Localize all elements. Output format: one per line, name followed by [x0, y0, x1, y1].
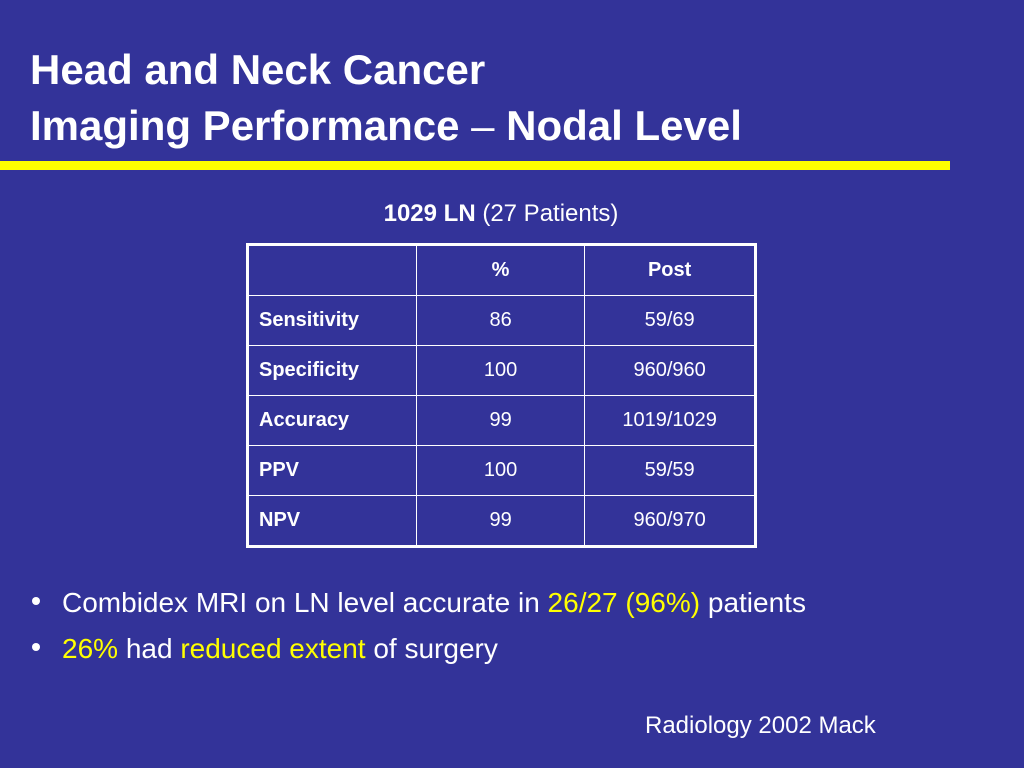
bullet-dot-icon	[32, 597, 40, 605]
title-dash: –	[471, 102, 495, 149]
table-row	[248, 296, 756, 346]
row-percent: 100	[416, 346, 584, 396]
performance-table	[246, 243, 757, 548]
row-post: 960/960	[585, 346, 756, 396]
row-metric: Sensitivity	[248, 296, 417, 346]
table-caption	[0, 200, 1002, 228]
row-post: 59/59	[585, 446, 756, 496]
header-metric	[248, 245, 417, 296]
table-row	[248, 446, 756, 496]
table-row	[248, 496, 756, 547]
row-percent: 99	[416, 396, 584, 446]
table-caption-patients: (27 Patients)	[475, 200, 619, 227]
bullet-1-highlight: 26/27 (96%)	[547, 587, 701, 618]
title-line-2-start: Imaging Performance	[30, 102, 472, 149]
header-percent: %	[416, 245, 584, 296]
slide-title	[30, 42, 742, 154]
table-row	[248, 346, 756, 396]
title-underline-rule	[0, 161, 950, 170]
bullet-1-post: patients	[700, 587, 806, 618]
bullet-2-post: of surgery	[365, 633, 498, 664]
title-line-2-end: Nodal Level	[494, 102, 742, 149]
bullet-2-mid: had	[118, 633, 181, 664]
row-post: 960/970	[585, 496, 756, 547]
row-post: 59/69	[585, 296, 756, 346]
bullet-surgery	[30, 626, 806, 672]
row-percent: 86	[416, 296, 584, 346]
table-header-row	[248, 245, 756, 296]
row-metric: Accuracy	[248, 396, 417, 446]
header-post: Post	[585, 245, 756, 296]
bullet-1-pre: Combidex MRI on LN level accurate in	[62, 587, 548, 618]
title-line-2	[30, 98, 742, 154]
row-percent: 99	[416, 496, 584, 547]
table-row	[248, 396, 756, 446]
citation: Radiology 2002 Mack	[645, 712, 876, 739]
row-percent: 100	[416, 446, 584, 496]
row-post: 1019/1029	[585, 396, 756, 446]
bullet-list	[30, 580, 806, 672]
bullet-dot-icon	[32, 643, 40, 651]
bullet-2-highlight-1: 26%	[62, 633, 119, 664]
table-caption-count: 1029 LN	[383, 200, 476, 227]
bullet-accuracy	[30, 580, 806, 626]
row-metric: PPV	[248, 446, 417, 496]
row-metric: Specificity	[248, 346, 417, 396]
title-line-1: Head and Neck Cancer	[30, 46, 486, 93]
bullet-2-highlight-2: reduced extent	[180, 633, 366, 664]
row-metric: NPV	[248, 496, 417, 547]
